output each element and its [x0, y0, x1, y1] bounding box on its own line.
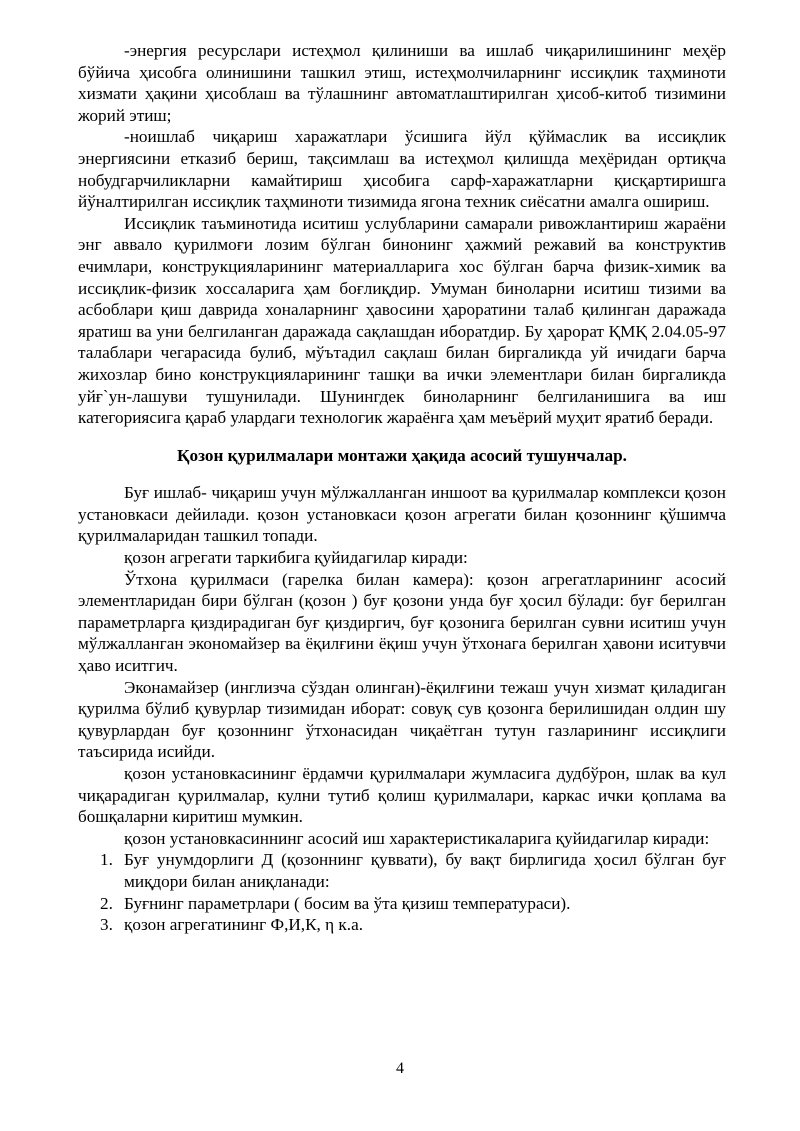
document-page — [78, 40, 726, 936]
paragraph: Буғ ишлаб- чиқариш учун мўлжалланган иншоот ва қурилмалар комплекси қозон установкаси дейилади. қозон установкаси қозон агрегати билан қозоннинг қўшимча қурилмаларидан ташкил топади. — [78, 483, 726, 546]
list-item-number: 3. — [100, 915, 113, 935]
list-item-text: Буғнинг параметрлари ( босим ва ўта қизиш температураси). — [124, 893, 571, 913]
list-item — [78, 893, 726, 915]
section-heading: Қозон қурилмалари монтажи ҳақида асосий тушунчалар. — [177, 445, 627, 465]
paragraph: -ноишлаб чиқариш харажатлари ўсишига йўл қўймаслик ва иссиқлик энергиясини етказиб бериш, тақсимлаш ва истеҳмол қилишда меҳёридан ортиқча нобудгарчиликларни камайтириш ҳисобига сарф-харажатларни қисқартиришга йўналтирилган иссиқлик таҳминоти тизимида ягона техник сиёсатни амалга ошириш. — [78, 127, 726, 212]
paragraph: Иссиқлик таъминотида иситиш услубларини самарали ривожлантириш жараёни энг аввало қурилмоғи лозим бўлган бинонинг ҳажмий режавий ва конструктив ечимлари, конструкцияларининг материалларига хос бўлган барча физик-химик ва иссиқлик-физик хоссаларига ҳам боғлиқдир. Умуман биноларни иситиш тизими ва асбоблари қиш даврида хоналарнинг ҳавосини ҳароратини талаб қилинган даражада яратиш ва уни белгиланган даражада сақлашдан иборатдир. Бу ҳарорат ҚМҚ 2.04.05-97 талаблари чегарасида булиб, мўътадил сақлаш билан биргаликда уй ичидаги барча жихозлар бино конструкцияларининг ташқи ва ички элементлари билан биргаликда уйғ`ун-лашуви тушунилади. Шунингдек биноларнинг белгиланишига ва иш категориясига қараб улардаги технологик жараёнга ҳам меъёрий муҳит яратиб беради. — [78, 213, 726, 428]
list-item-number: 1. — [100, 850, 113, 870]
paragraph: қозон установкасининг ёрдамчи қурилмалари жумласига дудбўрон, шлак ва кул чиқарадиган қурилмалар, кулни тутиб қолиш қурилмалари, каркас ички қоплама ва бошқаларни киритиш мумкин. — [78, 764, 726, 827]
list-item-text: Буғ унумдорлиги Д (қозоннинг қуввати), бу вақт бирлигида ҳосил бўлган буғ миқдори билан аниқланади: — [124, 850, 726, 891]
numbered-list — [78, 849, 726, 935]
paragraph: Ўтхона қурилмаси (гарелка билан камера): қозон агрегатларининг асосий элементларидан бири бўлган (қозон ) буғ қозони унда буғ ҳосил бўлади: буғ берилган параметрларга қиздирадиган буғ қиздиргич, буғ қозонига берилган сувни иситиш учун мўлжалланган экономайзер ва ёқилғини ёқиш учун ўтхонага берилган ҳавони иситувчи ҳаво иситгич. — [78, 569, 726, 676]
list-item-number: 2. — [100, 893, 113, 913]
page-number: 4 — [396, 1060, 404, 1077]
list-item — [78, 914, 726, 936]
paragraph: қозон установкасиннинг асосий иш характеристикаларига қуйидагилар киради: — [124, 828, 710, 848]
paragraph: қозон агрегати таркибига қуйидагилар киради: — [124, 548, 468, 568]
list-item-text: қозон агрегатининг Ф,И,К, η к.а. — [124, 915, 364, 935]
paragraph: Эконамайзер (инглизча сўздан олинган)-ёқилғини тежаш учун хизмат қиладиган қурилма бўлиб қувурлар тизимидан иборат: совуқ сув қозонга берилишидан олдин шу қувурлардан буғ қозоннинг ўтхонасидан чиқаётган тутун газларининг иссиқлиги таъсирида исийди. — [78, 677, 726, 762]
paragraph: -энергия ресурслари истеҳмол қилиниши ва ишлаб чиқарилишининг меҳёр бўйича ҳисобга олинишини ташкил этиш, истеҳмолчиларнинг иссиқлик таҳминоти хизмати ҳақини ҳисоблаш ва тўлашнинг автоматлаштирилган ҳисоб-китоб тизимини жорий этиш; — [78, 41, 726, 125]
list-item — [78, 849, 726, 892]
